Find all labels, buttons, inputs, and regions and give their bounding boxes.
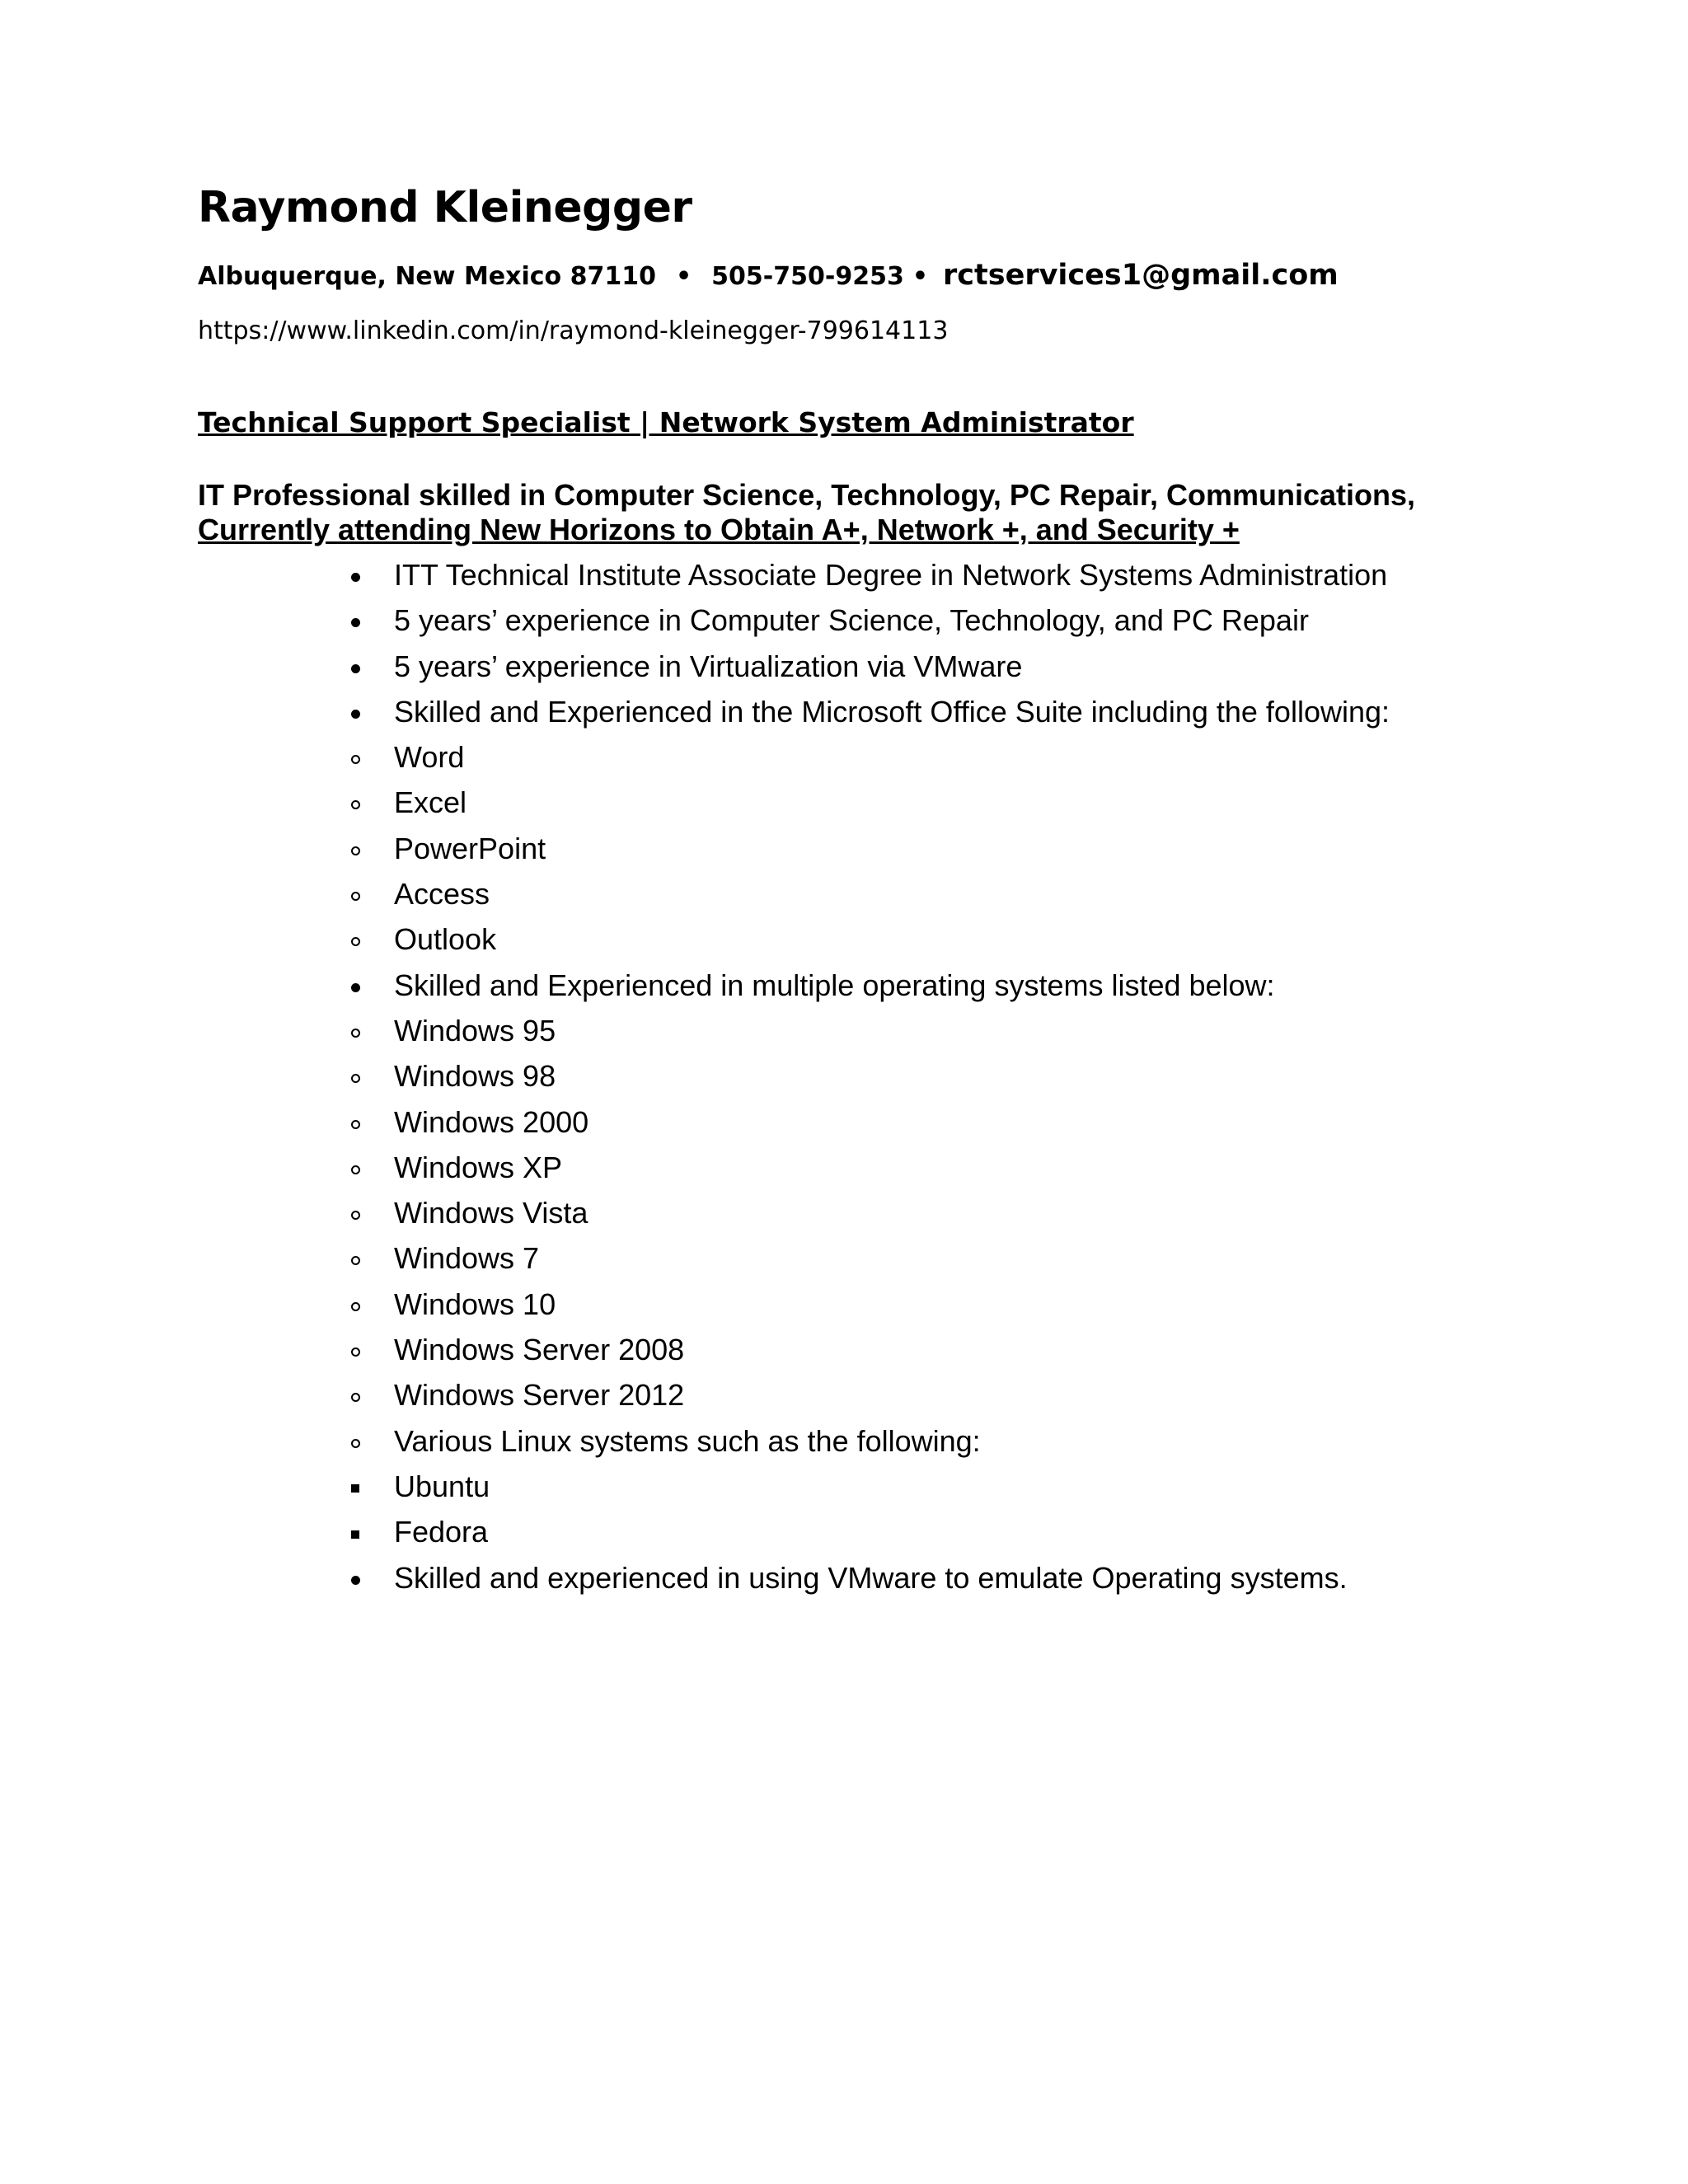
list-item <box>0 1282 1688 1327</box>
list-item-text: PowerPoint <box>394 831 546 865</box>
circle-marker-icon <box>345 780 366 825</box>
circle-marker-icon <box>345 1327 366 1372</box>
candidate-name: Raymond Kleinegger <box>198 183 692 232</box>
square-marker-icon <box>345 1464 366 1509</box>
circle-marker-icon <box>345 1190 366 1235</box>
circle-marker-icon <box>345 1099 366 1145</box>
list-item-text: Windows Server 2008 <box>394 1333 685 1367</box>
list-item-text: Windows XP <box>394 1150 563 1184</box>
bullet-marker-icon <box>345 552 366 598</box>
linkedin-url: https://www.linkedin.com/in/raymond-kleinegger-799614113 <box>198 316 949 345</box>
summary-line-2: Currently attending New Horizons to Obtain A+, Network +, and Security + <box>198 513 1240 546</box>
circle-marker-icon <box>345 1145 366 1190</box>
circle-marker-icon <box>345 916 366 962</box>
list-item <box>0 1418 1688 1464</box>
list-item-text: Skilled and Experienced in multiple operating systems listed below: <box>394 968 1275 1002</box>
list-item-text: Word <box>394 740 465 775</box>
list-item <box>0 871 1688 916</box>
list-item <box>0 734 1688 780</box>
circle-marker-icon <box>345 1235 366 1281</box>
phone-number: 505-750-9253 <box>711 262 904 291</box>
circle-marker-icon <box>345 1282 366 1327</box>
location: Albuquerque, New Mexico 87110 <box>198 262 656 291</box>
skills-list <box>0 552 1688 1601</box>
circle-marker-icon <box>345 734 366 780</box>
list-item-text: Windows 98 <box>394 1059 556 1094</box>
list-item-text: Ubuntu <box>394 1469 490 1503</box>
list-item <box>0 1008 1688 1053</box>
circle-marker-icon <box>345 1372 366 1418</box>
bullet-marker-icon <box>345 644 366 689</box>
circle-marker-icon <box>345 871 366 916</box>
list-item-text: Outlook <box>394 922 497 957</box>
list-item-text: Various Linux systems such as the following: <box>394 1423 981 1458</box>
bullet-marker-icon <box>345 963 366 1008</box>
list-item <box>0 689 1688 734</box>
list-item <box>0 1464 1688 1509</box>
list-item <box>0 916 1688 962</box>
list-item <box>0 963 1688 1008</box>
job-headline: Technical Support Specialist | Network System Administrator <box>198 406 1134 438</box>
list-item-text: Windows 7 <box>394 1241 540 1276</box>
list-item-text: Windows Vista <box>394 1196 588 1230</box>
circle-marker-icon <box>345 826 366 871</box>
list-item-text: Access <box>394 877 490 912</box>
email-address: rctservices1@gmail.com <box>943 259 1339 292</box>
list-item <box>0 780 1688 825</box>
contact-line <box>198 257 1339 295</box>
list-item <box>0 1099 1688 1145</box>
list-item <box>0 1372 1688 1418</box>
circle-marker-icon <box>345 1053 366 1099</box>
list-item-text: Skilled and experienced in using VMware to emulate Operating systems. <box>394 1560 1348 1595</box>
list-item <box>0 1145 1688 1190</box>
square-marker-icon <box>345 1509 366 1554</box>
list-item-text: 5 years’ experience in Computer Science, Technology, and PC Repair <box>394 603 1309 638</box>
list-item-text: Windows 10 <box>394 1286 556 1321</box>
bullet-marker-icon <box>345 598 366 643</box>
list-item-text: Excel <box>394 785 467 820</box>
list-item <box>0 1327 1688 1372</box>
list-item <box>0 598 1688 643</box>
separator-dot: • <box>912 262 929 291</box>
bullet-marker-icon <box>345 689 366 734</box>
circle-marker-icon <box>345 1008 366 1053</box>
list-item <box>0 552 1688 598</box>
list-item <box>0 644 1688 689</box>
circle-marker-icon <box>345 1418 366 1464</box>
list-item <box>0 826 1688 871</box>
bullet-marker-icon <box>345 1555 366 1601</box>
list-item-text: Windows 2000 <box>394 1104 589 1139</box>
professional-summary <box>198 478 1415 547</box>
list-item-text: Skilled and Experienced in the Microsoft Office Suite including the following: <box>394 694 1390 729</box>
summary-line-1: IT Professional skilled in Computer Science, Technology, PC Repair, Communications, <box>198 478 1415 512</box>
list-item <box>0 1190 1688 1235</box>
list-item-text: Windows Server 2012 <box>394 1378 685 1413</box>
list-item-text: ITT Technical Institute Associate Degree in Network Systems Administration <box>394 558 1388 592</box>
list-item <box>0 1509 1688 1554</box>
list-item <box>0 1235 1688 1281</box>
list-item-text: Fedora <box>394 1515 489 1549</box>
separator-dot: • <box>675 262 692 291</box>
list-item <box>0 1555 1688 1601</box>
list-item <box>0 1053 1688 1099</box>
list-item-text: 5 years’ experience in Virtualization via VMware <box>394 649 1023 683</box>
list-item-text: Windows 95 <box>394 1013 556 1047</box>
